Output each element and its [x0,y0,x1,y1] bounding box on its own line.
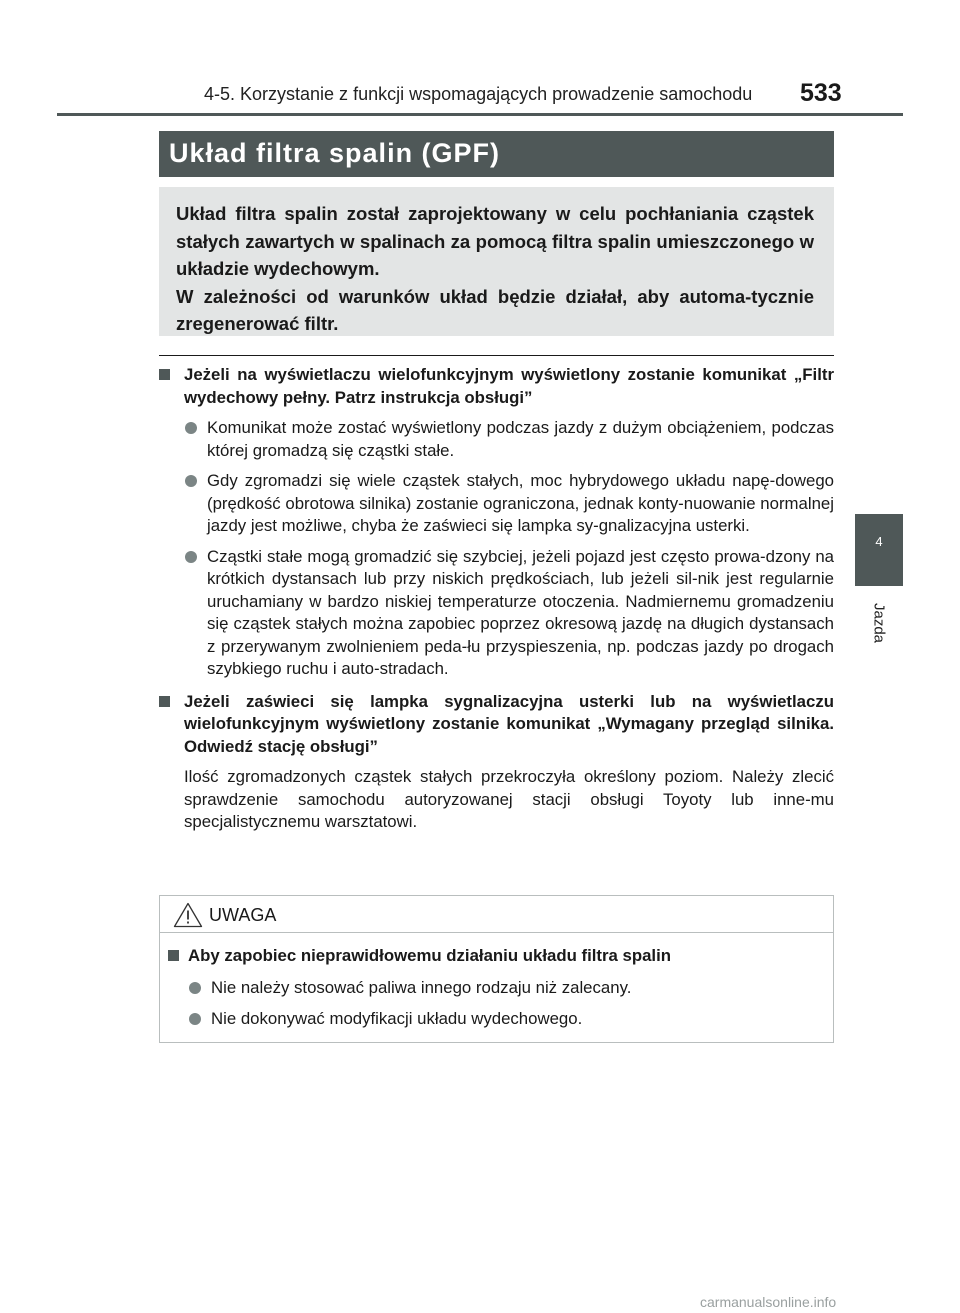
warning-box [159,895,834,1043]
intro-paragraph: Układ filtra spalin został zaprojektowany w celu pochłaniania cząstek stałych zawartych w spalinach za pomocą filtra spalin umieszczonego w układzie wydechowym. [176,203,814,279]
list-item [159,417,834,462]
circle-bullet-icon [189,982,201,994]
circle-bullet-icon [185,422,197,434]
warning-content [168,945,828,1031]
chapter-label-container [868,598,890,648]
intro-paragraph: W zależności od warunków układ będzie działał, aby automa-tycznie zregenerować filtr. [176,285,814,334]
chapter-tab [855,514,903,586]
main-content [159,364,834,834]
header-rule [57,113,903,116]
section-title: Układ filtra spalin (GPF) [169,138,501,168]
topic-heading-text: Jeżeli zaświeci się lampka sygnalizacyjna usterki lub na wyświetlaczu wielofunkcyjnym wyświetlony zostanie komunikat „Wymagany przegląd silnika. Odwiedź stację obsługi” [184,691,834,756]
running-header: 4-5. Korzystanie z funkcji wspomagających prowadzenie samochodu [204,84,753,104]
warning-label: UWAGA [209,905,277,925]
list-item [168,977,828,1000]
square-bullet-icon [159,696,170,707]
list-item-text: Cząstki stałe mogą gromadzić się szybciej, jeżeli pojazd jest często prowa-dzony na krótkich dystansach lub przy niskich prędkościach, lub jeżeli sil-nik jest regularnie uruchamiany w bardzo niskiej temperaturze otoczenia. Nadmiernemu gromadzeniu się cząstek stałych można zapobiec poprzez okresową jazdę na długich dystansach z przerywanym zwolnieniem peda-łu przyspieszenia, np. podczas jazdy po drogach szybkiego ruchu i auto-stradach. [207,546,834,678]
circle-bullet-icon [189,1013,201,1025]
list-item-text: Nie dokonywać modyfikacji układu wydechowego. [211,1009,583,1028]
intro-box [159,187,834,336]
watermark: carmanualsonline.info [700,1294,837,1310]
circle-bullet-icon [185,551,197,563]
section-divider [159,355,834,356]
chapter-label: Jazda [870,602,888,644]
list-item [168,1008,828,1031]
chapter-number: 4 [875,534,883,549]
topic-heading [159,691,834,759]
warning-heading [168,945,828,968]
warning-heading-text: Aby zapobiec nieprawidłowemu działaniu układu filtra spalin [188,946,672,965]
circle-bullet-icon [185,475,197,487]
topic-heading-text: Jeżeli na wyświetlaczu wielofunkcyjnym wyświetlony zostanie komunikat „Filtr wydechowy pełny. Patrz instrukcja obsługi” [184,365,834,407]
list-item-text: Nie należy stosować paliwa innego rodzaju niż zalecany. [211,977,632,997]
warning-triangle-icon [173,902,203,928]
topic-heading [159,364,834,409]
warning-header [160,896,833,933]
section-banner [159,131,834,177]
square-bullet-icon [168,950,179,961]
list-item-text: Komunikat może zostać wyświetlony podczas jazdy z dużym obciążeniem, podczas której gromadzą się cząstki stałe. [207,418,834,460]
square-bullet-icon [159,369,170,380]
list-item-text: Gdy zgromadzi się wiele cząstek stałych, moc hybrydowego układu napę-dowego (prędkość obrotowa silnika) zostanie ograniczona, jednak konty-nuowanie normalnej jazdy jest możliwe, chyba że zaświeci się lampka sy-gnalizacyjna usterki. [207,471,834,535]
list-item [159,470,834,538]
page-number: 533 [800,79,842,107]
topic-paragraph: Ilość zgromadzonych cząstek stałych przekroczyła określony poziom. Należy zlecić sprawdzenie samochodu autoryzowanej stacji obsługi Toyoty lub inne-mu specjalistycznemu warsztatowi. [184,767,834,831]
list-item [159,546,834,681]
